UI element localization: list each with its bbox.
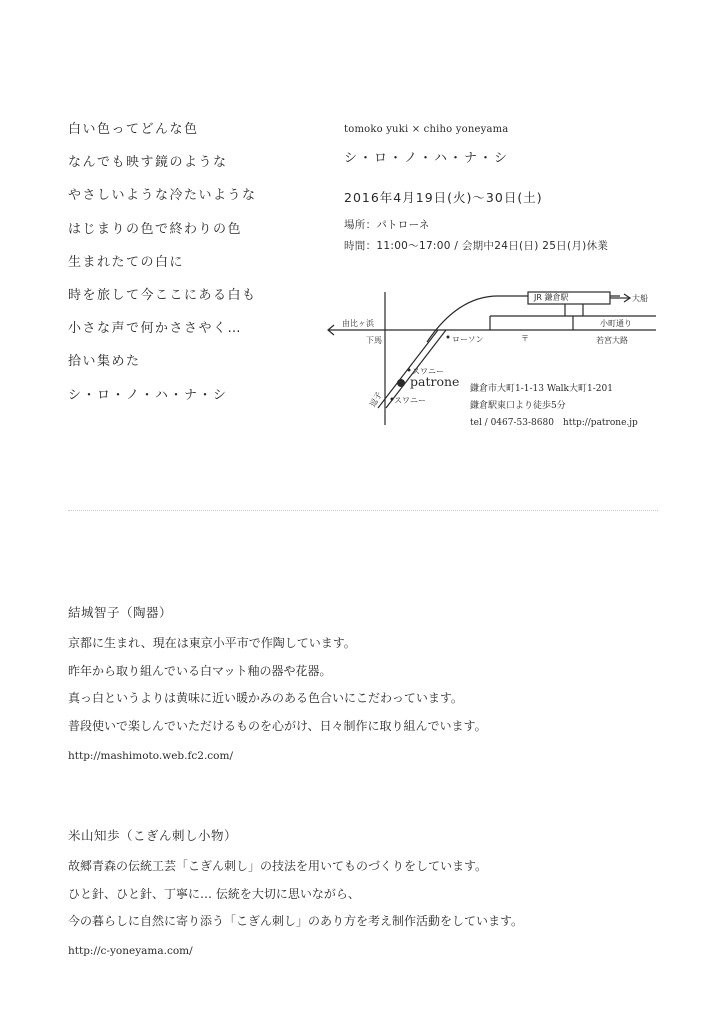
profile-line: 普段使いで楽しんでいただけるものを心がけ、日々制作に取り組んでいます。 bbox=[68, 719, 487, 734]
shop-address: 鎌倉市大町1-1-13 Walk大町1-201 bbox=[470, 384, 613, 394]
swany-label-1: スワニー bbox=[412, 367, 444, 376]
poem-line: 白い色ってどんな色 bbox=[68, 122, 199, 137]
poem-line: 拾い集めた bbox=[68, 354, 141, 370]
wakamiya-label: 若宮大路 bbox=[596, 336, 628, 345]
event-place: 場所：パトローネ bbox=[344, 219, 430, 231]
poem-line: やさしいような冷たいような bbox=[68, 188, 257, 204]
poem-line: シ・ロ・ノ・ハ・ナ・シ bbox=[68, 387, 228, 403]
profile-line: 昨年から取り組んでいる白マット釉の器や花器。 bbox=[68, 663, 332, 678]
yuigahama-label: 由比ヶ浜 bbox=[342, 319, 374, 328]
shop-contact: tel / 0467-53-8680 http://patrone.jp bbox=[470, 418, 638, 428]
profile-url-link[interactable]: http://c-yoneyama.com/ bbox=[68, 945, 193, 958]
zushi-label: 逗子 bbox=[368, 390, 384, 409]
shop-access: 鎌倉駅東口より徒歩5分 bbox=[470, 401, 566, 411]
profile-name: 米山知歩（こぎん刺し小物） bbox=[68, 828, 238, 843]
profile-line: 故郷青森の伝統工芸「こぎん刺し」の技法を用いてものづくりをしています。 bbox=[68, 859, 488, 873]
komachi-label: 小町通り bbox=[600, 319, 632, 328]
ofuna-label: 大船 bbox=[632, 294, 648, 303]
post-label: 〒 bbox=[521, 334, 529, 343]
swany-dot-1 bbox=[408, 369, 411, 372]
profile-line: ひと針、ひと針、丁寧に… 伝統を大切に思いながら、 bbox=[68, 886, 360, 901]
event-artists: tomoko yuki × chiho yoneyama bbox=[344, 124, 509, 135]
access-map bbox=[320, 282, 690, 430]
dotted-divider bbox=[68, 510, 658, 511]
poem bbox=[68, 120, 328, 419]
event-hours: 時間：11:00～17:00 / 会期中24日(日) 25日(月)休業 bbox=[344, 240, 609, 252]
lawson-label: ローソン bbox=[452, 335, 484, 344]
event-info bbox=[344, 124, 684, 253]
profile-yuki bbox=[68, 603, 668, 762]
poem-line: 時を旅して今ここにある白も bbox=[68, 287, 257, 303]
shop-name: patrone bbox=[410, 374, 460, 389]
profile-line: 今の暮らしに自然に寄り添う「こぎん刺し」のあり方を考え制作活動をしています。 bbox=[68, 914, 524, 929]
event-title: シ・ロ・ノ・ハ・ナ・シ bbox=[344, 151, 510, 166]
event-dates: 2016年4月19日(火)～30日(土) bbox=[344, 190, 543, 205]
poem-line: はじまりの色で終わりの色 bbox=[68, 221, 243, 237]
profile-yoneyama bbox=[68, 826, 668, 957]
poem-line: 小さな声で何かささやく… bbox=[68, 321, 243, 337]
swany-label-2: スワニー bbox=[394, 396, 426, 405]
profile-url-link[interactable]: http://mashimoto.web.fc2.com/ bbox=[68, 749, 233, 762]
shimouma-label: 下馬 bbox=[366, 336, 382, 345]
profile-line: 京都に生まれ、現在は東京小平市で作陶しています。 bbox=[68, 636, 356, 650]
profile-name: 結城智子（陶器） bbox=[68, 605, 173, 620]
station-label: JR 鎌倉駅 bbox=[534, 293, 569, 302]
poem-line: なんでも映す鏡のような bbox=[68, 155, 228, 171]
patrone-dot bbox=[397, 379, 405, 387]
poem-line: 生まれたての白に bbox=[68, 254, 185, 270]
profile-line: 真っ白というよりは黄味に近い暖かみのある色合いにこだわっています。 bbox=[68, 691, 463, 706]
lawson-dot bbox=[447, 336, 450, 339]
